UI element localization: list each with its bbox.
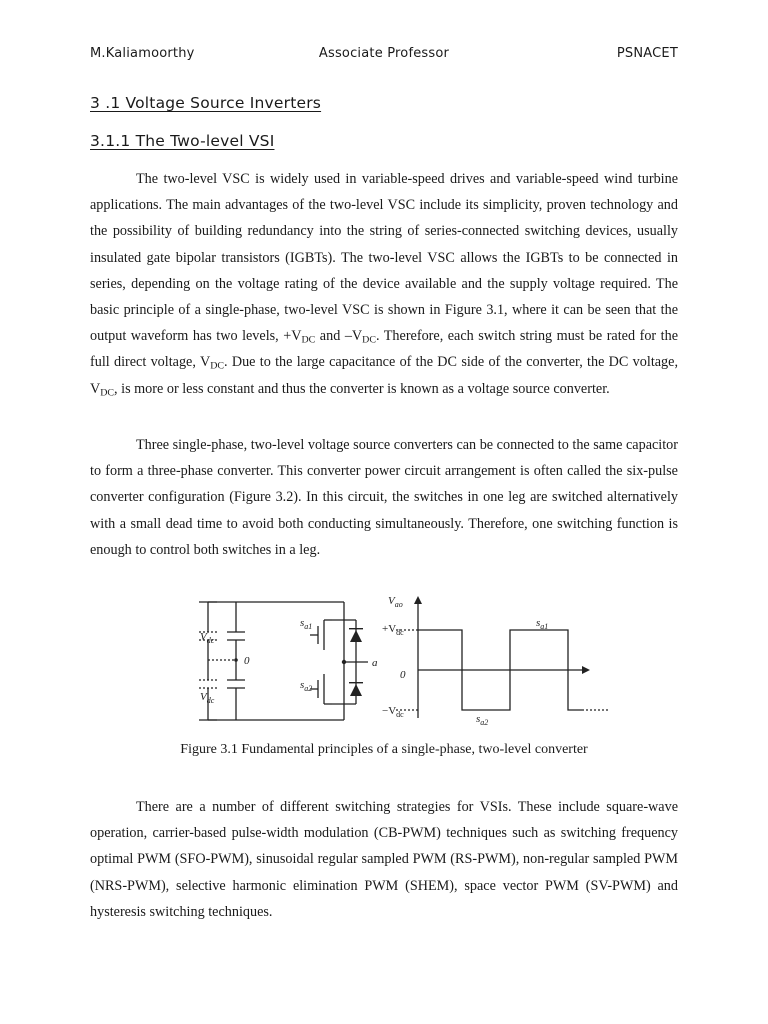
wave-sa2-label: $s_{a2}$ [476,713,489,727]
paragraph-three-phase: Three single-phase, two-level voltage source converters can be connected to the same capacitor to form a three-phase converter. This converter power circuit arrangement is often called the six-pulse converter configuration (Figure 3.2). In this circuit, the switches in one leg are switched alternatively with a small dead time to avoid both conducting simultaneously. Therefore, one switching function is enough to control both switches in a leg. [90,437,678,558]
switch-sa2-label: $s_{a2}$ [300,679,313,693]
header-title: Associate Professor [318,46,450,61]
pos-vdc-label: $+V_{dc}$ [382,623,404,637]
axis-vao-label: $V_{ao}$ [388,595,403,609]
figure-3-1 [196,592,616,730]
subsection-heading: 3.1.1 The Two-level VSI [90,132,275,150]
vdc-top-label: $V_{dc}$ [200,631,215,645]
section-heading: 3 .1 Voltage Source Inverters [90,94,322,112]
figure-diagram [196,592,616,730]
neg-vdc-label: $-V_{dc}$ [382,705,404,719]
paragraph-switching-strategies: There are a number of different switching strategies for VSIs. These include square-wave operation, carrier-based pulse-width modulation (CB-PWM) techniques such as switching frequency optimal PWM (SFO-PWM), sinusoidal regular sampled PWM (RS-PWM), non-regular sampled PWM (NRS-PWM), selective harmonic elimination PWM (SHEM), space vector PWM (SV-PWM) and hysteresis switching techniques. [90,799,678,920]
wave-sa1-label: $s_{a1}$ [536,617,549,631]
page-header [90,46,678,64]
midpoint-label: 0 [244,655,250,667]
output-node-label: a [372,657,378,669]
vdc-bottom-label: $V_{dc}$ [200,691,215,705]
header-institution: PSNACET [616,46,678,61]
zero-label: 0 [400,669,406,681]
switch-sa1-label: $s_{a1}$ [300,617,313,631]
paragraph-two-level-vsc: The two-level VSC is widely used in variable-speed drives and variable-speed wind turbine applications. The main advantages of the two-level VSC include its simplicity, proven technology and the possibility of building redundancy into the string of series-connected switching devices, usually insulated gate bipolar transistors (IGBTs). The two-level VSC allows the IGBTs to be connected in series, depending on the voltage rating of the device available and the supply voltage required. The basic principle of a single-phase, two-level VSC is shown in Figure 3.1, where it can be seen that the output waveform has two levels, $+V_{DC}$ and $-V_{DC}$. Therefore, each switch string must be rated for the full direct voltage, $V_{DC}$. Due to the large capacitance of the DC side of the converter, the DC voltage, $V_{DC}$, is more or less constant and thus the converter is known as a voltage source converter. [90,171,678,399]
figure-caption: Figure 3.1 Fundamental principles of a single-phase, two-level converter [180,742,588,757]
header-author: M.Kaliamoorthy [90,46,195,61]
